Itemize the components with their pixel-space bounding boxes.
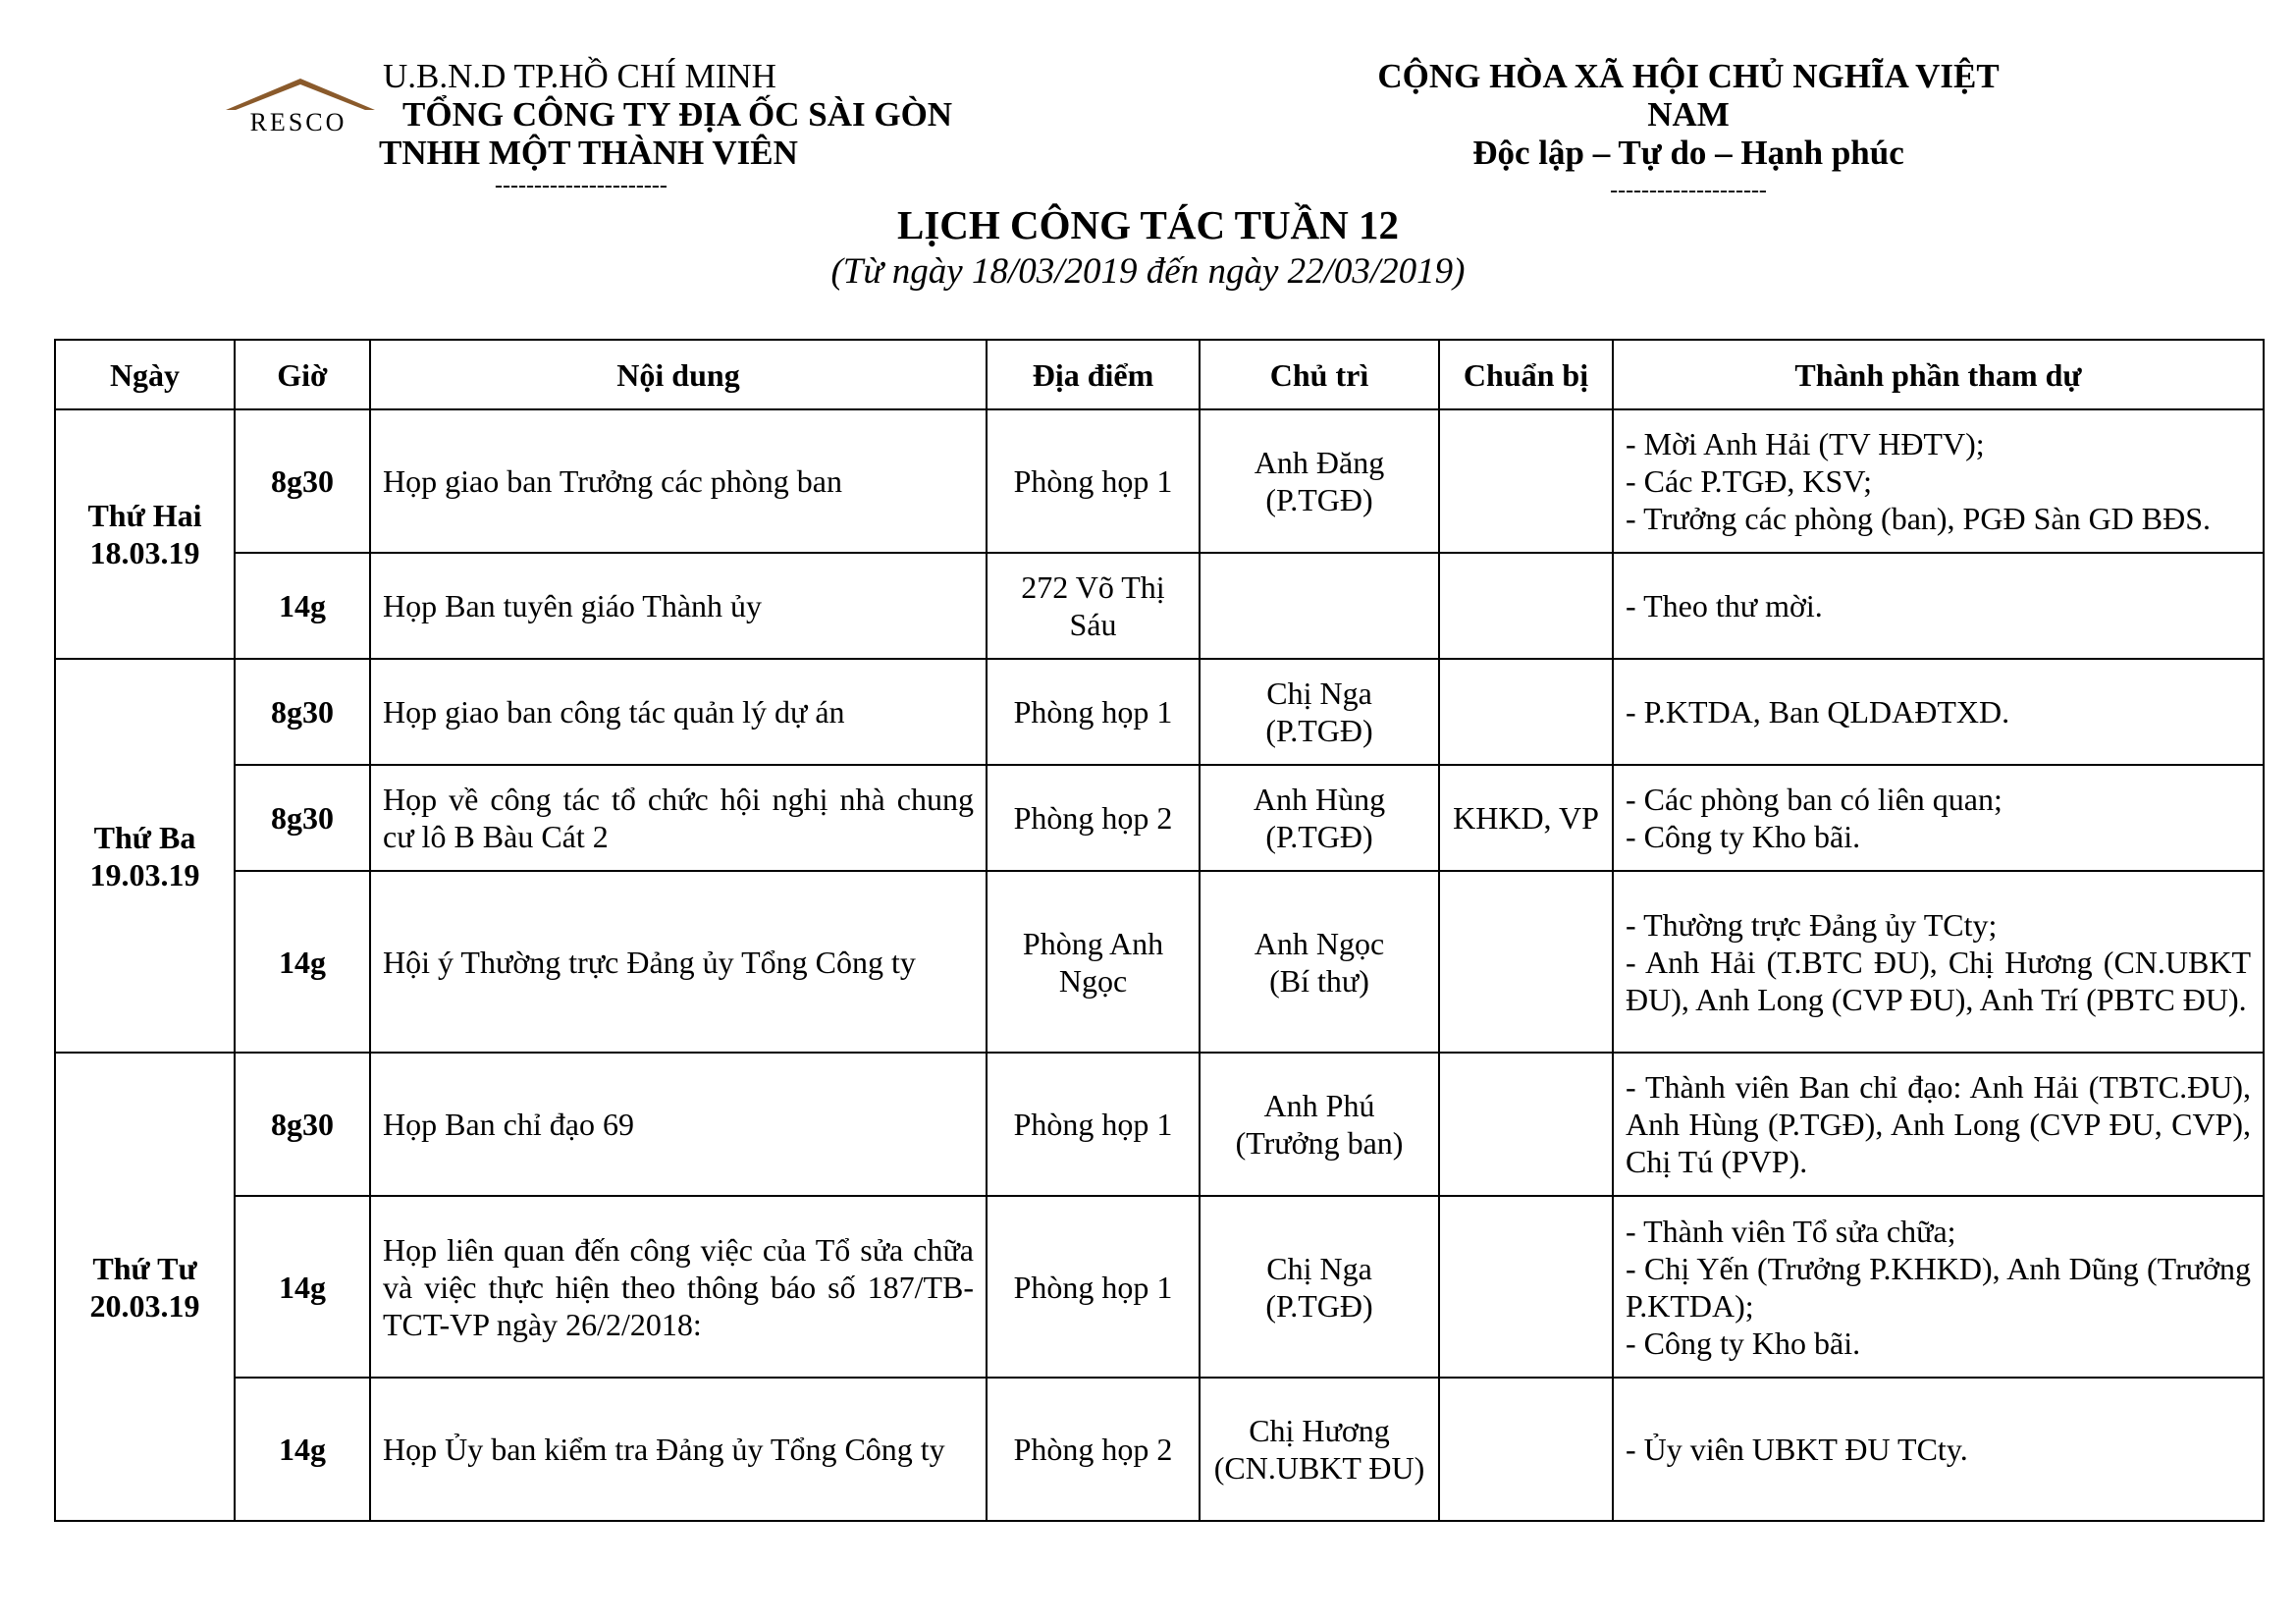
attendees-cell xyxy=(1613,659,2264,765)
attendees-cell xyxy=(1613,409,2264,553)
host-cell xyxy=(1200,553,1439,659)
nation-separator: -------------------- xyxy=(1610,178,1767,203)
attendees-cell xyxy=(1613,765,2264,871)
attendee-line: - Theo thư mời. xyxy=(1626,588,1823,623)
attendees-cell xyxy=(1613,1053,2264,1196)
table-row xyxy=(55,765,2264,871)
host-title: (Bí thư) xyxy=(1269,962,1369,999)
day-date: 19.03.19 xyxy=(89,856,200,893)
resco-logo xyxy=(218,75,380,135)
attendee-line: - P.KTDA, Ban QLDAĐTXD. xyxy=(1626,694,2010,730)
host-cell xyxy=(1200,409,1439,553)
host-name: Anh Ngọc xyxy=(1254,925,1385,961)
day-cell xyxy=(55,409,235,659)
host-title: (P.TGĐ) xyxy=(1265,713,1373,748)
location-cell: Phòng họp 2 xyxy=(987,765,1200,871)
day-name: Thứ Tư xyxy=(92,1250,197,1286)
content-cell: Họp giao ban Trưởng các phòng ban xyxy=(370,409,987,553)
prepare-cell xyxy=(1439,1196,1613,1378)
day-cell xyxy=(55,1053,235,1521)
attendee-line: - Chị Yến (Trưởng P.KHKD), Anh Dũng (Trưởng P.KTDA); xyxy=(1626,1250,2251,1324)
location-cell: Phòng Anh Ngọc xyxy=(987,871,1200,1053)
host-title: (P.TGĐ) xyxy=(1265,482,1373,517)
attendee-line: - Các phòng ban có liên quan; xyxy=(1626,782,2002,817)
header-host: Chủ trì xyxy=(1200,340,1439,409)
prepare-cell xyxy=(1439,659,1613,765)
time-cell: 8g30 xyxy=(235,1053,370,1196)
table-row xyxy=(55,659,2264,765)
day-name: Thứ Ba xyxy=(93,819,196,855)
attendees-cell xyxy=(1613,871,2264,1053)
location-cell: Phòng họp 1 xyxy=(987,1053,1200,1196)
org-parent: U.B.N.D TP.HỒ CHÍ MINH xyxy=(383,57,776,95)
time-cell: 14g xyxy=(235,871,370,1053)
nation-motto: Độc lập – Tự do – Hạnh phúc xyxy=(1472,134,1904,172)
header-day: Ngày xyxy=(55,340,235,409)
prepare-cell xyxy=(1439,553,1613,659)
attendee-line: - Thường trực Đảng ủy TCty; xyxy=(1626,906,1998,943)
host-cell xyxy=(1200,1378,1439,1521)
attendee-line: - Thành viên Tổ sửa chữa; xyxy=(1626,1213,1956,1249)
time-cell: 14g xyxy=(235,1378,370,1521)
national-motto-block xyxy=(1345,57,2032,209)
attendee-line: - Trưởng các phòng (ban), PGĐ Sàn GD BĐS. xyxy=(1626,501,2212,536)
content-cell: Họp liên quan đến công việc của Tổ sửa chữa và việc thực hiện theo thông báo số 187/TB-TCT-VP ngày 26/2/2018: xyxy=(370,1196,987,1378)
day-date: 18.03.19 xyxy=(89,535,200,570)
host-title: (P.TGĐ) xyxy=(1265,1287,1373,1324)
location-cell: 272 Võ Thị Sáu xyxy=(987,553,1200,659)
prepare-cell: KHKD, VP xyxy=(1439,765,1613,871)
host-name: Anh Đăng xyxy=(1254,445,1385,480)
attendee-line: - Anh Hải (T.BTC ĐU), Chị Hương (CN.UBKT ĐU), Anh Long (CVP ĐU), Anh Trí (PBTC ĐU). xyxy=(1626,944,2251,1017)
location-cell: Phòng họp 1 xyxy=(987,659,1200,765)
header-prepare: Chuẩn bị xyxy=(1439,340,1613,409)
host-cell xyxy=(1200,1196,1439,1378)
content-cell: Họp Ủy ban kiểm tra Đảng ủy Tổng Công ty xyxy=(370,1378,987,1521)
day-name: Thứ Hai xyxy=(87,498,202,533)
host-cell xyxy=(1200,659,1439,765)
host-title: (Trưởng ban) xyxy=(1235,1125,1404,1161)
host-name: Chị Hương xyxy=(1249,1413,1390,1448)
attendee-line: - Mời Anh Hải (TV HĐTV); xyxy=(1626,426,1985,461)
day-cell xyxy=(55,659,235,1053)
table-row xyxy=(55,871,2264,1053)
content-cell: Họp Ban chỉ đạo 69 xyxy=(370,1053,987,1196)
table-row xyxy=(55,1196,2264,1378)
header-attendees: Thành phần tham dự xyxy=(1613,340,2264,409)
header-location: Địa điểm xyxy=(987,340,1200,409)
content-cell: Hội ý Thường trực Đảng ủy Tổng Công ty xyxy=(370,871,987,1053)
header-content: Nội dung xyxy=(370,340,987,409)
content-cell: Họp giao ban công tác quản lý dự án xyxy=(370,659,987,765)
content-cell: Họp về công tác tổ chức hội nghị nhà chung cư lô B Bàu Cát 2 xyxy=(370,765,987,871)
header-time: Giờ xyxy=(235,340,370,409)
host-name: Chị Nga xyxy=(1266,676,1372,711)
page-title: LỊCH CÔNG TÁC TUẦN 12 xyxy=(896,202,1400,247)
nation-name: CỘNG HÒA XÃ HỘI CHỦ NGHĨA VIỆT NAM xyxy=(1377,57,2000,134)
logo-text: RESCO xyxy=(249,108,347,135)
table-row xyxy=(55,1378,2264,1521)
time-cell: 8g30 xyxy=(235,765,370,871)
attendee-line: - Ủy viên UBKT ĐU TCty. xyxy=(1626,1432,1968,1467)
time-cell: 8g30 xyxy=(235,659,370,765)
table-header-row xyxy=(55,340,2264,409)
org-name: TỔNG CÔNG TY ĐỊA ỐC SÀI GÒN xyxy=(402,95,953,134)
location-cell: Phòng họp 1 xyxy=(987,409,1200,553)
table-row xyxy=(55,553,2264,659)
attendee-line: - Công ty Kho bãi. xyxy=(1626,1325,1861,1361)
content-cell: Họp Ban tuyên giáo Thành ủy xyxy=(370,553,987,659)
time-cell: 8g30 xyxy=(235,409,370,553)
prepare-cell xyxy=(1439,1378,1613,1521)
org-type: TNHH MỘT THÀNH VIÊN xyxy=(379,134,798,172)
time-cell: 14g xyxy=(235,1196,370,1378)
table-row xyxy=(55,1053,2264,1196)
table-row xyxy=(55,409,2264,553)
prepare-cell xyxy=(1439,409,1613,553)
page-subtitle: (Từ ngày 18/03/2019 đến ngày 22/03/2019) xyxy=(830,251,1466,292)
attendee-line: - Các P.TGĐ, KSV; xyxy=(1626,463,1872,499)
host-name: Anh Hùng xyxy=(1253,782,1386,817)
host-name: Chị Nga xyxy=(1266,1250,1372,1286)
attendee-line: - Thành viên Ban chỉ đạo: Anh Hải (TBTC.ĐU), Anh Hùng (P.TGĐ), Anh Long (CVP ĐU, CVP), Chị Tú (PVP). xyxy=(1626,1069,2251,1179)
host-title: (CN.UBKT ĐU) xyxy=(1213,1450,1425,1486)
host-cell xyxy=(1200,1053,1439,1196)
location-cell: Phòng họp 1 xyxy=(987,1196,1200,1378)
schedule-table xyxy=(54,339,2265,1522)
host-title: (P.TGĐ) xyxy=(1265,819,1373,854)
host-cell xyxy=(1200,871,1439,1053)
host-cell xyxy=(1200,765,1439,871)
attendees-cell xyxy=(1613,553,2264,659)
org-separator: ---------------------- xyxy=(495,173,667,198)
attendees-cell xyxy=(1613,1196,2264,1378)
prepare-cell xyxy=(1439,1053,1613,1196)
prepare-cell xyxy=(1439,871,1613,1053)
host-name: Anh Phú xyxy=(1263,1088,1375,1123)
day-date: 20.03.19 xyxy=(89,1287,200,1324)
time-cell: 14g xyxy=(235,553,370,659)
location-cell: Phòng họp 2 xyxy=(987,1378,1200,1521)
attendee-line: - Công ty Kho bãi. xyxy=(1626,819,1861,854)
attendees-cell xyxy=(1613,1378,2264,1521)
